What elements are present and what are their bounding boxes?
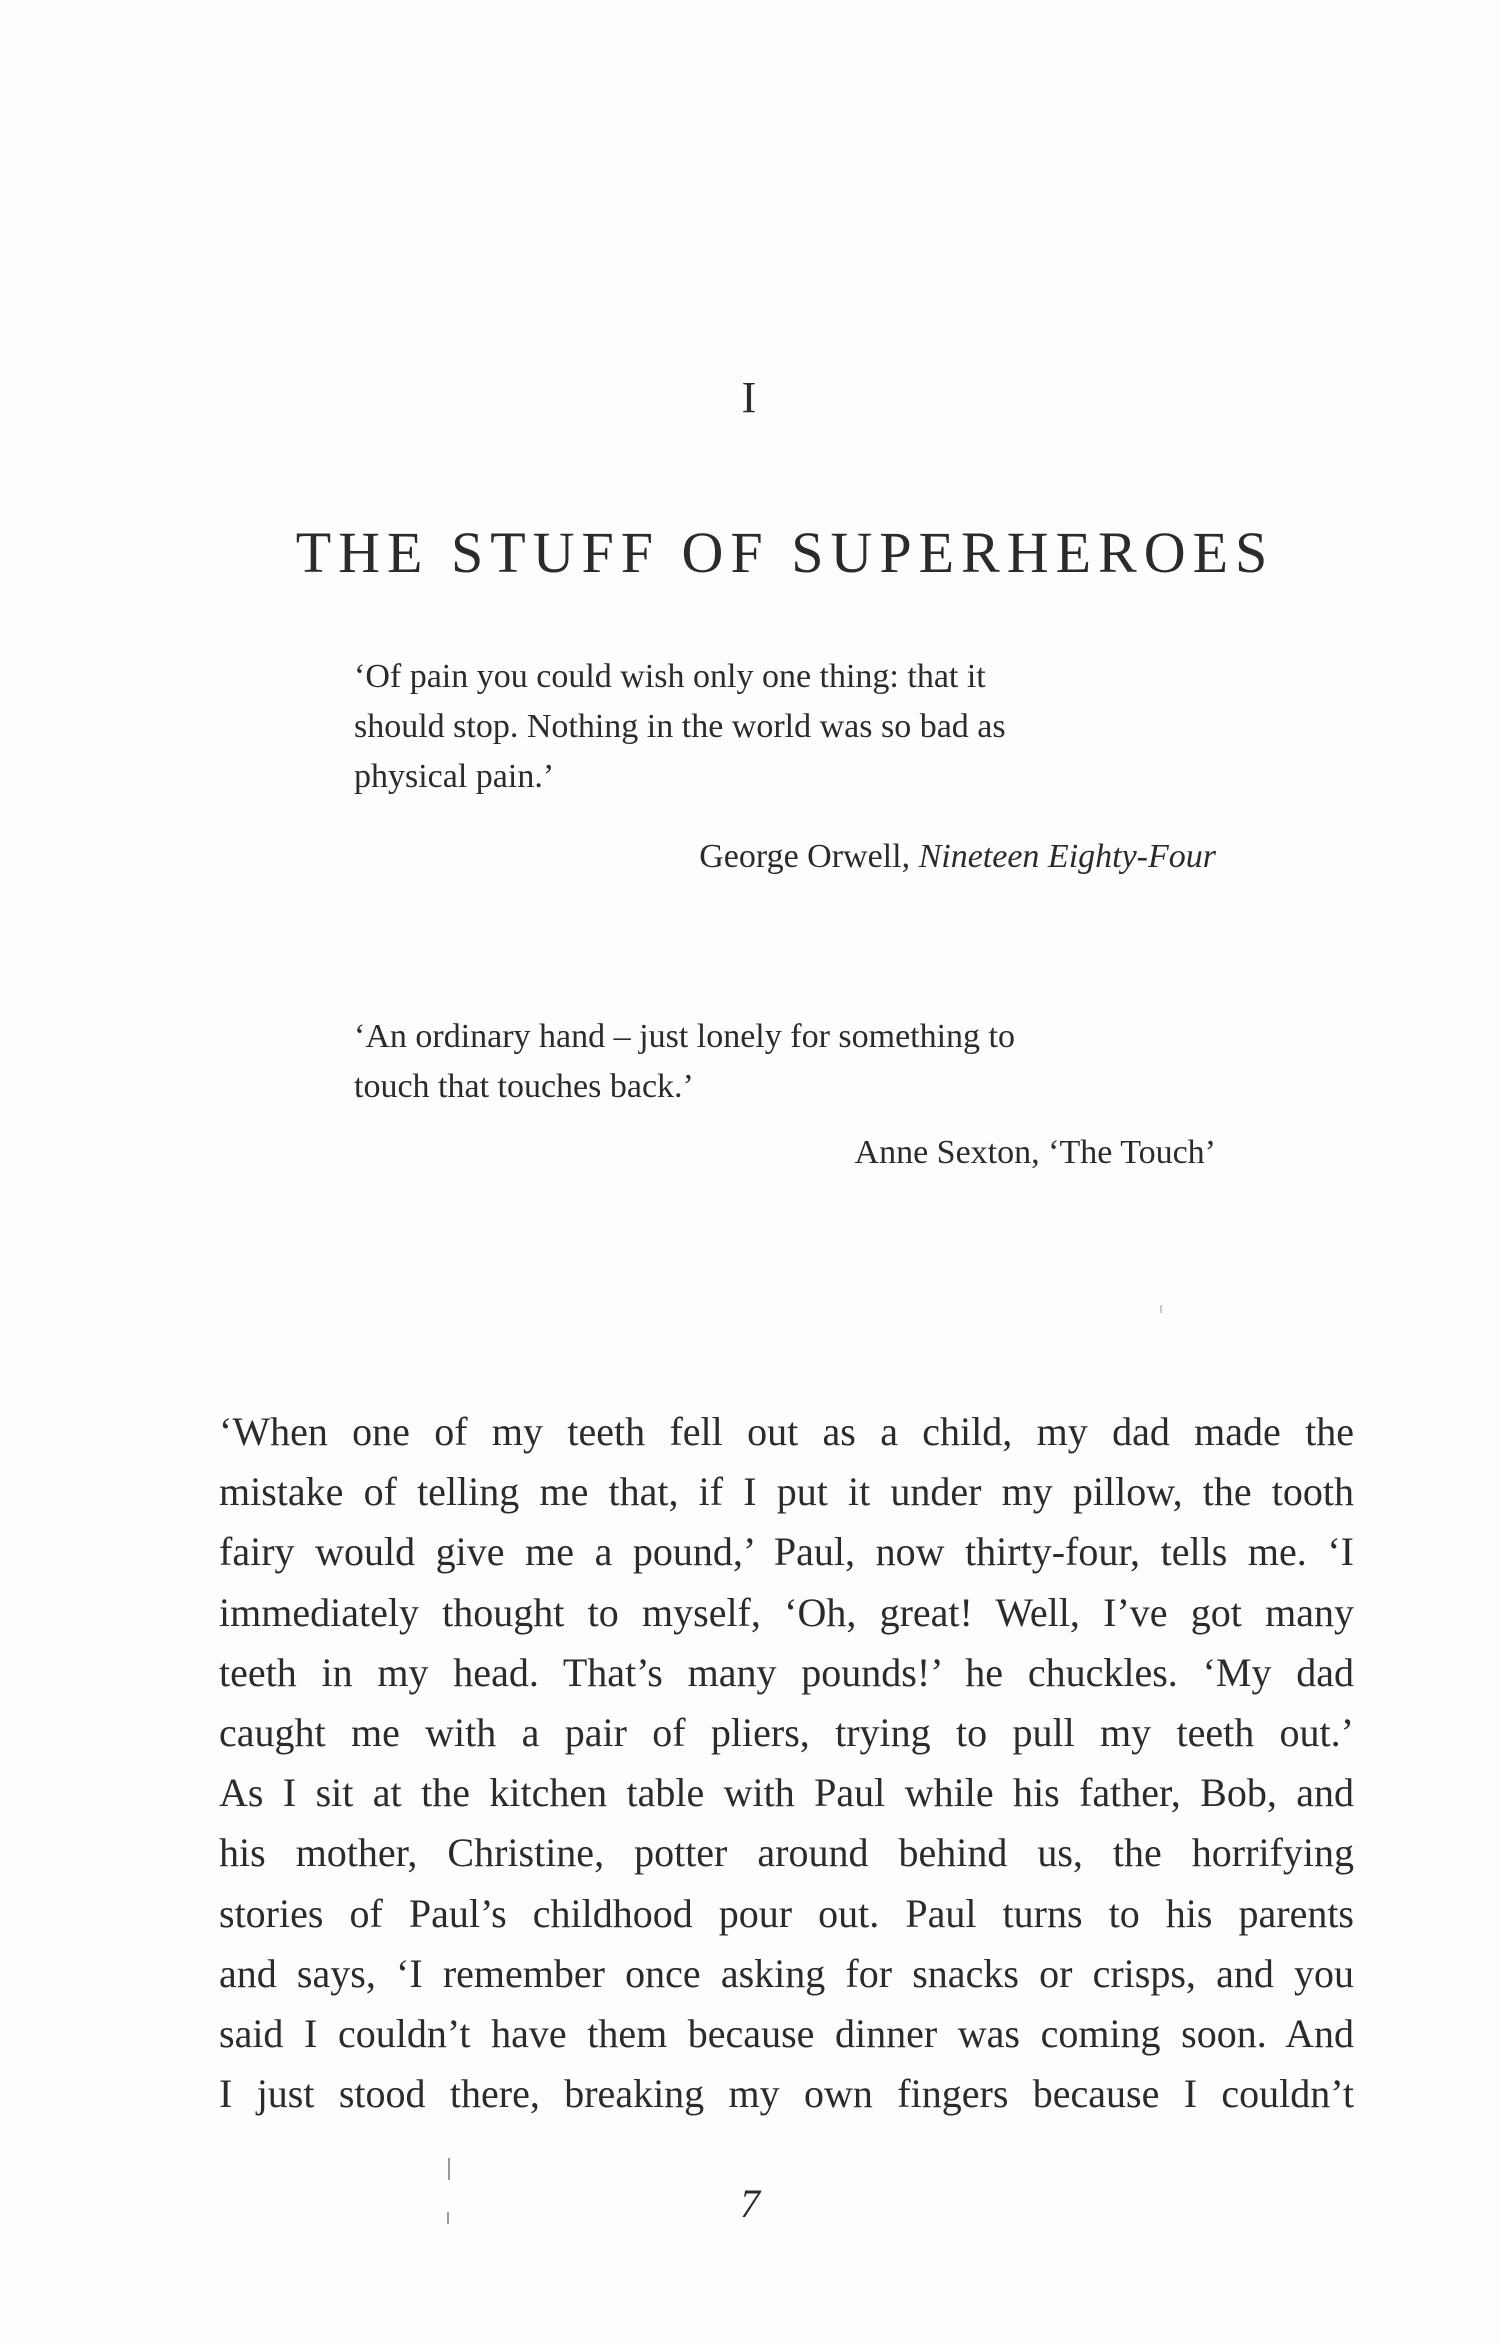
epigraph-line: physical pain.’ bbox=[354, 758, 555, 795]
epigraph-quote bbox=[354, 652, 1224, 802]
epigraph-work: Nineteen Eighty-Four bbox=[918, 838, 1216, 875]
epigraph-author: Anne Sexton, bbox=[854, 1134, 1049, 1171]
page-number: 7 bbox=[740, 2181, 760, 2226]
body-line: and says, ‘I remember once asking for snacks or crisps, and you bbox=[219, 1950, 1354, 1996]
body-line: As I sit at the kitchen table with Paul while his father, Bob, and bbox=[219, 1770, 1354, 1816]
body-line: caught me with a pair of pliers, trying to pull my teeth out.’ bbox=[219, 1710, 1354, 1756]
scan-speck bbox=[447, 2212, 449, 2224]
epigraph-line: should stop. Nothing in the world was so bad as bbox=[354, 708, 1006, 745]
epigraph-line: ‘An ordinary hand – just lonely for something to bbox=[354, 1018, 1016, 1055]
epigraph-author: George Orwell, bbox=[699, 838, 919, 875]
body-line: said I couldn’t have them because dinner was coming soon. And bbox=[219, 2011, 1354, 2057]
body-line: immediately thought to myself, ‘Oh, great! Well, I’ve got many bbox=[219, 1589, 1354, 1635]
body-line: stories of Paul’s childhood pour out. Paul turns to his parents bbox=[219, 1890, 1354, 1936]
body-line: his mother, Christine, potter around behind us, the horrifying bbox=[219, 1830, 1354, 1876]
epigraph-line: touch that touches back.’ bbox=[354, 1068, 694, 1105]
body-line: I just stood there, breaking my own fingers because I couldn’t bbox=[219, 2071, 1354, 2117]
body-line: mistake of telling me that, if I put it under my pillow, the tooth bbox=[219, 1469, 1354, 1515]
scan-speck bbox=[448, 2158, 450, 2180]
chapter-title: THE STUFF OF SUPERHEROES bbox=[295, 519, 1275, 585]
epigraph-attribution bbox=[354, 832, 1216, 882]
epigraph-work: ‘The Touch’ bbox=[1048, 1134, 1216, 1171]
chapter-number: I bbox=[741, 373, 759, 422]
body-paragraph bbox=[219, 1402, 1354, 2124]
body-line: fairy would give me a pound,’ Paul, now thirty-four, tells me. ‘I bbox=[219, 1529, 1354, 1575]
scan-speck bbox=[1160, 1305, 1162, 1313]
epigraph-attribution bbox=[354, 1128, 1216, 1178]
epigraph-orwell bbox=[354, 652, 1224, 882]
epigraph-quote bbox=[354, 1012, 1224, 1112]
body-line: teeth in my head. That’s many pounds!’ he chuckles. ‘My dad bbox=[219, 1649, 1354, 1695]
body-line: ‘When one of my teeth fell out as a child, my dad made the bbox=[219, 1409, 1354, 1454]
epigraph-line: ‘Of pain you could wish only one thing: that it bbox=[354, 658, 986, 695]
epigraph-sexton bbox=[354, 1012, 1224, 1178]
